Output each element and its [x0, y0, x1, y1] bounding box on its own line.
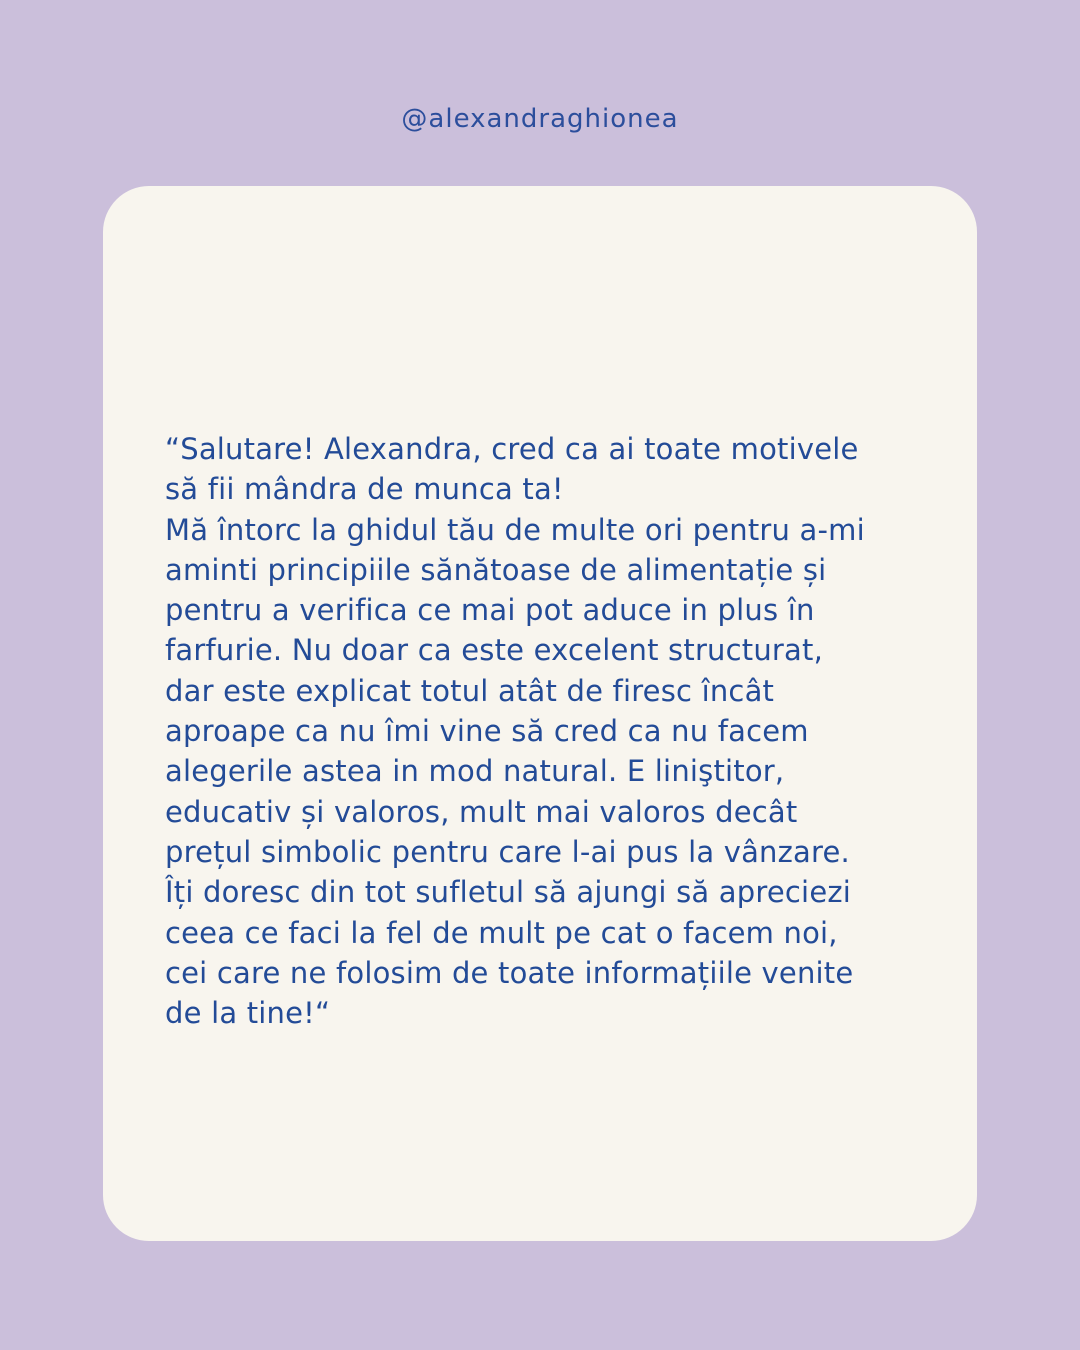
quote-line: dar este explicat totul atât de firesc încât — [165, 673, 775, 708]
quote-line: alegerile astea in mod natural. E liniştitor, — [165, 754, 785, 789]
quote-line: aproape ca nu îmi vine să cred ca nu facem — [165, 714, 809, 749]
testimonial-card — [103, 186, 977, 1241]
quote-line: ceea ce faci la fel de mult pe cat o facem noi, — [165, 915, 838, 950]
testimonial-quote — [165, 429, 955, 1033]
quote-line: “Salutare! Alexandra, cred ca ai toate motivele — [165, 432, 859, 466]
quote-line: prețul simbolic pentru care l-ai pus la vânzare. — [165, 834, 850, 869]
account-handle: @alexandraghionea — [401, 104, 679, 134]
quote-line: farfurie. Nu doar ca este excelent structurat, — [165, 633, 824, 668]
quote-line: de la tine!“ — [165, 996, 331, 1031]
quote-line: cei care ne folosim de toate informațiile venite — [165, 955, 854, 990]
quote-line: educativ și valoros, mult mai valoros decât — [165, 794, 798, 829]
quote-line: aminti principiile sănătoase de alimentație și — [165, 552, 827, 587]
quote-line: Îți doresc din tot sufletul să ajungi să apreciezi — [165, 875, 852, 910]
quote-line: pentru a verifica ce mai pot aduce in plus în — [165, 593, 815, 628]
quote-line: Mă întorc la ghidul tău de multe ori pentru a-mi — [165, 512, 865, 547]
quote-line: să fii mândra de munca ta! — [165, 472, 564, 507]
